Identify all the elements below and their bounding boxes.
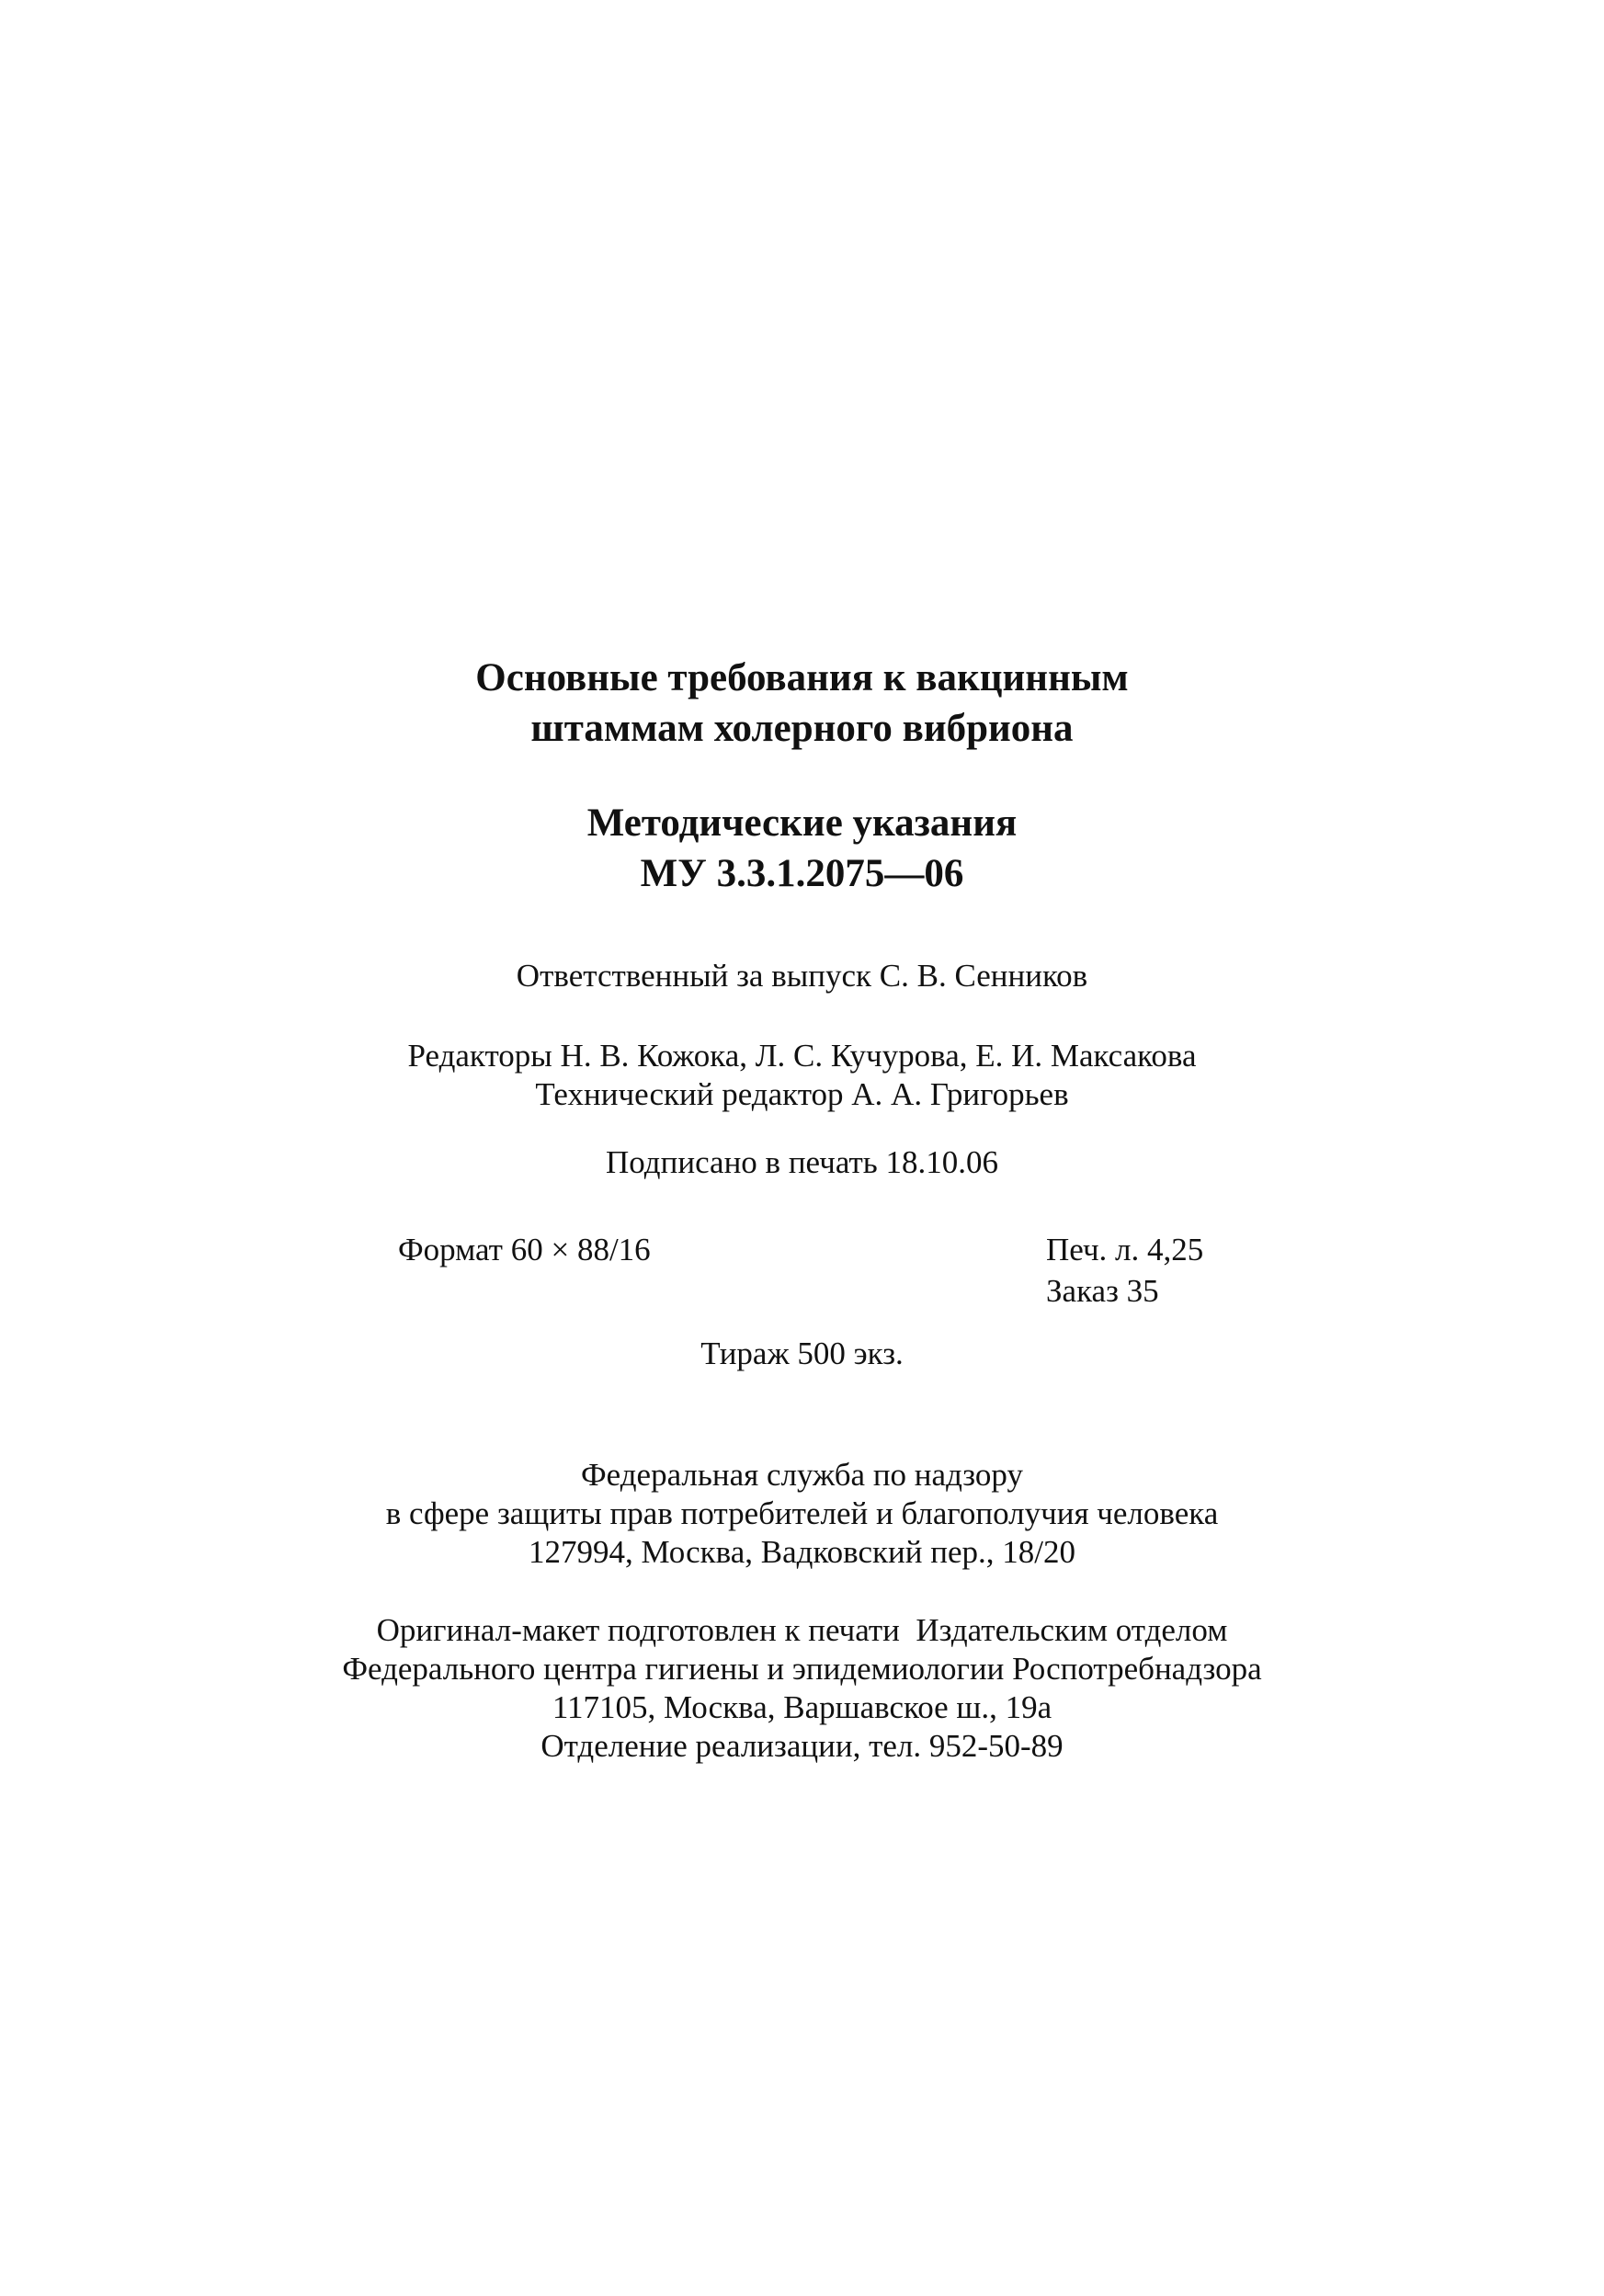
title-line-2: штаммам холерного вибриона bbox=[530, 707, 1074, 750]
federal-service-address: 127994, Москва, Вадковский пер., 18/20 bbox=[529, 1534, 1075, 1570]
print-specs bbox=[0, 1229, 1604, 1312]
document-subtitle bbox=[0, 798, 1604, 899]
circulation-text: Тираж 500 экз. bbox=[700, 1336, 904, 1371]
sales-department-phone: Отделение реализации, тел. 952-50-89 bbox=[540, 1728, 1064, 1764]
document-title bbox=[0, 653, 1604, 754]
editors-line: Редакторы Н. В. Кожока, Л. С. Кучурова, Е. И. Максакова bbox=[407, 1038, 1197, 1074]
technical-editor-line: Технический редактор А. А. Григорьев bbox=[535, 1076, 1069, 1112]
original-layout-line-2: Федерального центра гигиены и эпидемиологии Роспотребнадзора bbox=[342, 1651, 1262, 1687]
print-sheets: Печ. л. 4,25 bbox=[1046, 1232, 1204, 1267]
editors-block bbox=[0, 1037, 1604, 1114]
title-line-1: Основные требования к вакцинным bbox=[475, 656, 1129, 699]
responsible-person bbox=[0, 957, 1604, 995]
original-layout-block bbox=[0, 1611, 1604, 1766]
document-code: МУ 3.3.1.2075—06 bbox=[640, 852, 964, 895]
circulation bbox=[0, 1335, 1604, 1373]
signed-text: Подписано в печать 18.10.06 bbox=[606, 1144, 998, 1180]
responsible-text: Ответственный за выпуск С. В. Сенников bbox=[516, 958, 1088, 994]
original-layout-address: 117105, Москва, Варшавское ш., 19а bbox=[552, 1689, 1052, 1725]
subtitle-line-1: Методические указания bbox=[586, 801, 1018, 845]
signed-for-print bbox=[0, 1143, 1604, 1182]
original-layout-line-1: Оригинал-макет подготовлен к печати Издательским отделом bbox=[376, 1612, 1228, 1648]
order-number: Заказ 35 bbox=[1046, 1273, 1159, 1309]
federal-service-line-1: Федеральная служба по надзору bbox=[581, 1457, 1023, 1493]
federal-service-line-2: в сфере защиты прав потребителей и благополучия человека bbox=[385, 1495, 1219, 1531]
federal-service-block bbox=[0, 1456, 1604, 1572]
format-text: Формат 60 × 88/16 bbox=[398, 1232, 651, 1267]
print-sheets-order bbox=[1046, 1229, 1203, 1312]
